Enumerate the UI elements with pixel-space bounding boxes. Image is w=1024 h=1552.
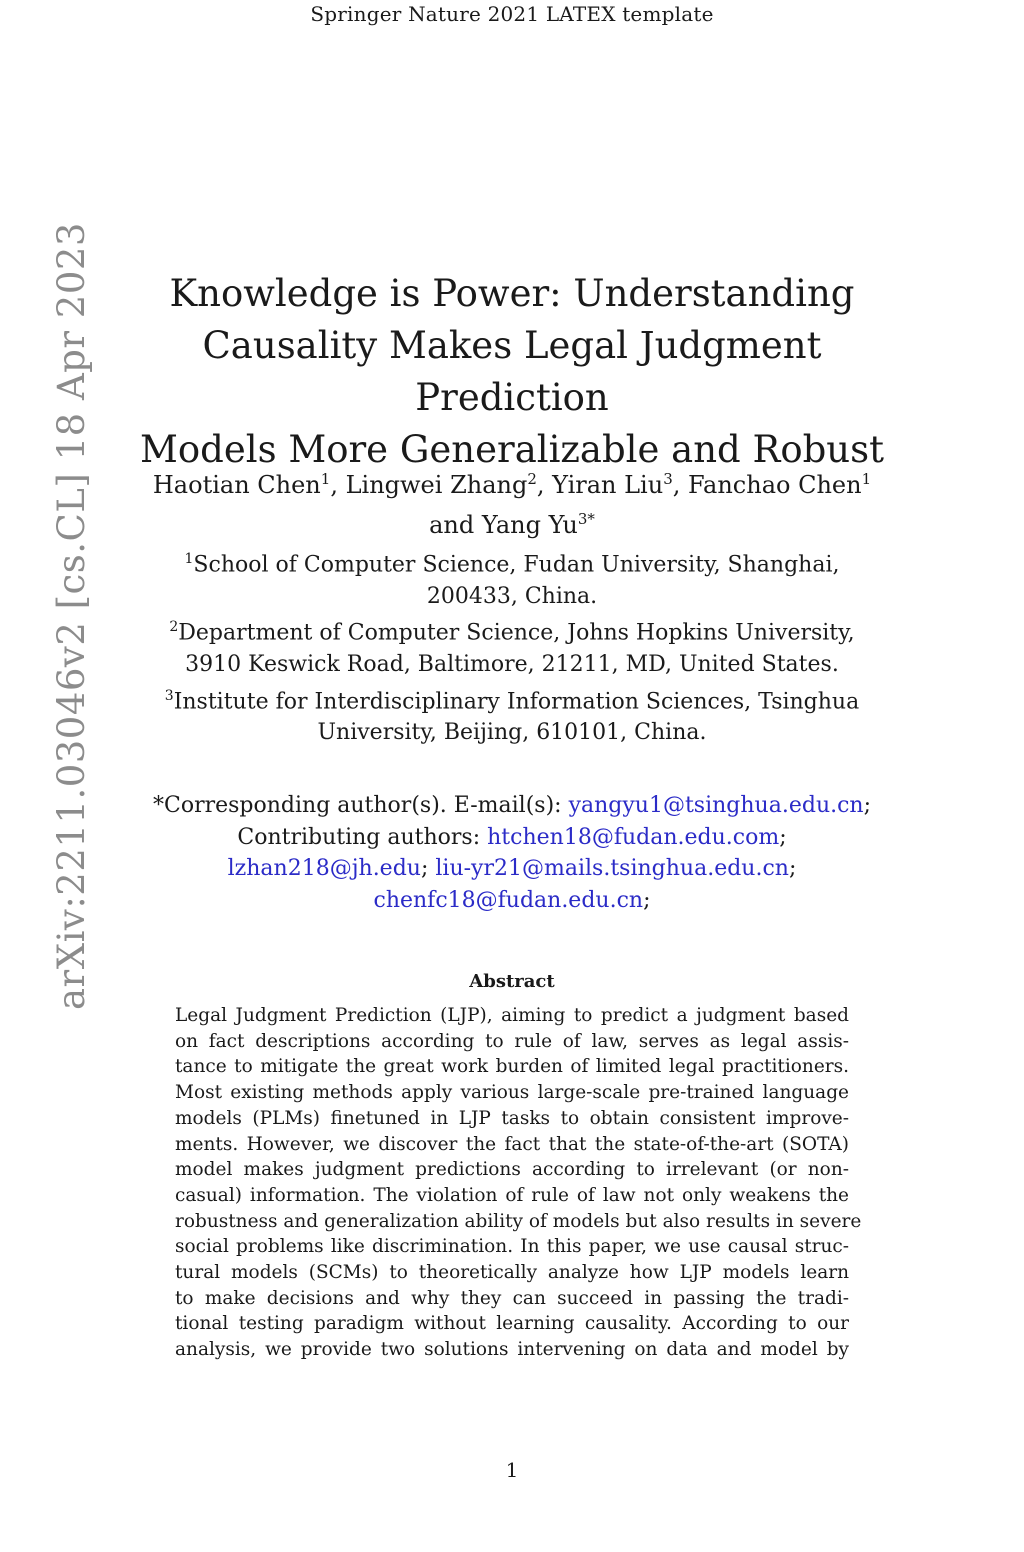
author-separator: , <box>536 471 553 499</box>
affiliation-text: Department of Computer Science, Johns Hopkins University, <box>178 620 855 646</box>
author-line <box>112 462 912 502</box>
affiliation <box>112 681 912 749</box>
affiliation-text: Institute for Interdisciplinary Information Sciences, Tsinghua <box>173 688 860 714</box>
author-and: and <box>429 511 482 539</box>
corresponding-label: *Corresponding author(s). E-mail(s): <box>152 793 569 818</box>
affiliation-list <box>112 544 912 749</box>
author-affiliation-mark: 3* <box>577 510 595 528</box>
abstract-line: Legal Judgment Prediction (LJP), aiming to predict a judgment based <box>175 1005 849 1026</box>
email-separator: ; <box>420 856 429 881</box>
email-link[interactable]: liu-yr21@mails.tsinghua.edu.cn <box>435 856 789 881</box>
email-separator: ; <box>788 856 797 881</box>
abstract-line: models (PLMs) finetuned in LJP tasks to obtain consistent improve- <box>175 1107 849 1129</box>
corresponding-email-link[interactable]: yangyu1@tsinghua.edu.cn <box>568 793 864 818</box>
contact-emails <box>112 790 912 916</box>
author-name: Lingwei Zhang <box>345 471 528 499</box>
abstract-heading: Abstract <box>469 971 555 992</box>
email-separator: ; <box>863 793 872 818</box>
email-separator: ; <box>643 887 651 913</box>
author-name: Yiran Liu <box>552 471 664 499</box>
author-affiliation-mark: 1 <box>861 470 872 488</box>
author-line <box>112 502 912 542</box>
title-line: Models More Generalizable and Robust <box>140 428 884 471</box>
affiliation-number: 2 <box>169 619 179 636</box>
author-separator: , <box>330 471 346 499</box>
affiliation-text: 200433, China. <box>426 583 598 609</box>
title-line: Causality Makes Legal Judgment Prediction <box>202 324 822 419</box>
abstract-line: social problems like discrimination. In this paper, we use causal struc- <box>175 1236 849 1258</box>
abstract-line: casual) information. The violation of rule of law not only weakens the <box>175 1184 849 1206</box>
author-affiliation-mark: 3 <box>663 470 673 488</box>
affiliation <box>112 544 912 612</box>
abstract-line: to make decisions and why they can succeed in passing the tradi- <box>175 1287 849 1309</box>
email-link[interactable]: lzhan218@jh.edu <box>227 856 421 881</box>
email-link[interactable]: htchen18@fudan.edu.com <box>487 824 780 850</box>
abstract-line: on fact descriptions according to rule of law, serves as legal assis- <box>175 1030 849 1052</box>
author-list <box>112 462 912 542</box>
author-affiliation-mark: 2 <box>527 470 537 488</box>
abstract-line: model makes judgment predictions according to irrelevant (or non- <box>175 1159 849 1181</box>
author-name: Yang Yu <box>481 511 578 539</box>
affiliation-text: School of Computer Science, Fudan University, Shanghai, <box>193 552 840 578</box>
abstract-body <box>175 1003 862 1363</box>
arxiv-identifier-stamp: arXiv:2211.03046v2 [cs.CL] 18 Apr 2023 <box>50 222 93 1010</box>
title-line: Knowledge is Power: Understanding <box>169 272 855 315</box>
email-link[interactable]: chenfc18@fudan.edu.cn <box>373 887 644 913</box>
email-separator: ; <box>779 824 787 850</box>
abstract-line: Most existing methods apply various large-scale pre-trained language <box>175 1082 849 1104</box>
page-number: 1 <box>505 1458 519 1482</box>
author-name: Fanchao Chen <box>688 471 862 499</box>
abstract-line: tance to mitigate the great work burden of limited legal practitioners. <box>175 1056 849 1078</box>
abstract-line: tional testing paradigm without learning causality. According to our <box>175 1313 849 1335</box>
author-name: Haotian Chen <box>152 471 321 499</box>
contributing-label: Contributing authors: <box>237 824 488 850</box>
abstract-line: analysis, we provide two solutions intervening on data and model by <box>175 1339 849 1361</box>
affiliation-text: University, Beijing, 610101, China. <box>317 720 707 746</box>
author-affiliation-mark: 1 <box>320 470 331 488</box>
running-header: Springer Nature 2021 LATEX template <box>310 2 714 26</box>
abstract-line: robustness and generalization ability of models but also results in severe <box>175 1210 862 1232</box>
affiliation-number: 1 <box>184 551 194 567</box>
affiliation-text: 3910 Keswick Road, Baltimore, 21211, MD, United States. <box>185 652 839 678</box>
abstract-line: ments. However, we discover the fact that the state-of-the-art (SOTA) <box>175 1133 849 1155</box>
affiliation <box>112 612 912 680</box>
affiliation-number: 3 <box>164 687 174 704</box>
abstract-line: tural models (SCMs) to theoretically analyze how LJP models learn <box>175 1262 849 1284</box>
paper-title <box>112 268 912 476</box>
author-separator: , <box>672 471 688 499</box>
